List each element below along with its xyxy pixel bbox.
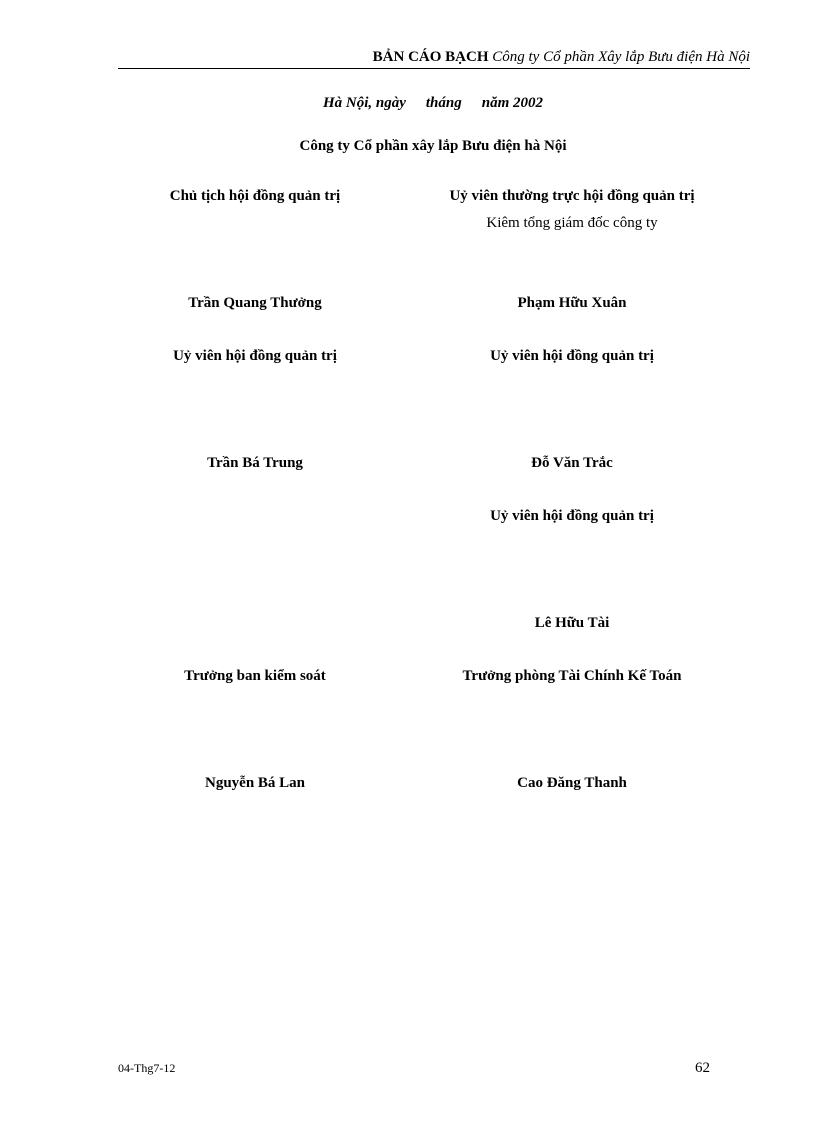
left-title-2: Uỷ viên hội đồng quản trị [173,348,337,364]
header-company: Công ty Cổ phần Xây lắp Bưu điện Hà Nội [492,49,750,65]
header-rule [118,68,750,69]
right-name-3: Lê Hữu Tài [534,615,610,631]
right-title-3: Uỷ viên hội đồng quản trị [490,508,654,524]
left-name-1: Trần Quang Thưởng [188,295,322,311]
right-name-4: Cao Đăng Thanh [517,775,627,791]
date-place: Hà Nội, ngày [322,95,406,111]
right-name-1: Phạm Hữu Xuân [517,295,627,311]
date-year: năm 2002 [481,95,544,111]
date-month: tháng [425,95,462,111]
company-name: Công ty Cổ phần xây lắp Bưu điện hà Nội [299,138,567,154]
date-line [0,94,816,112]
page-header [118,48,750,66]
right-title-4: Trưởng phòng Tài Chính Kế Toán [462,668,682,684]
right-title-1: Uỷ viên thường trực hội đồng quản trị [449,188,695,204]
footer-date-code: 04-Thg7-12 [118,1061,176,1075]
right-subtitle-1: Kiêm tổng giám đốc công ty [486,215,658,231]
right-title-2: Uỷ viên hội đồng quản trị [490,348,654,364]
right-name-2: Đỗ Văn Trắc [531,455,613,471]
left-name-2: Trần Bá Trung [207,455,303,471]
left-name-3: Nguyễn Bá Lan [204,775,306,791]
left-title-3: Trưởng ban kiểm soát [184,668,326,684]
left-title-1: Chủ tịch hội đồng quản trị [169,188,341,204]
header-title: BẢN CÁO BẠCH [372,49,489,65]
page-number: 62 [695,1060,710,1076]
